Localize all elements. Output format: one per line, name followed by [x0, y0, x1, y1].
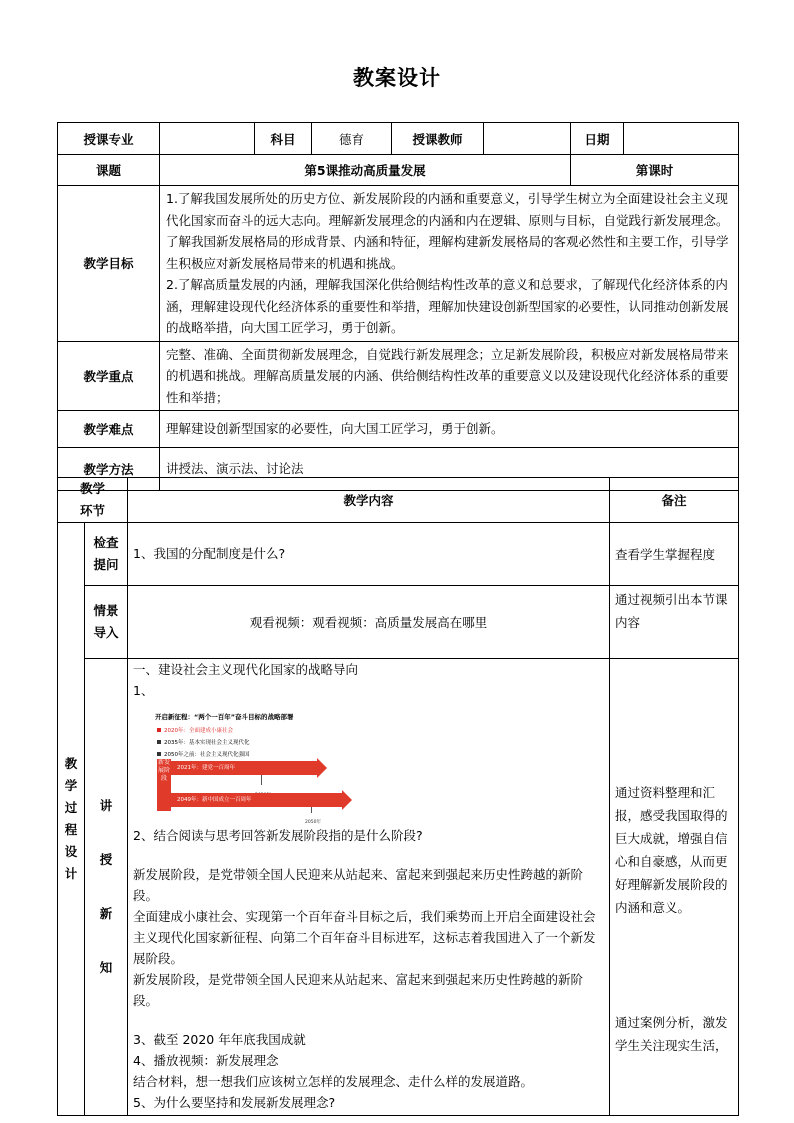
note-2: 通过案例分析，激发学生关注现实生活，	[615, 1015, 728, 1053]
diagram-line-1: 2020年：全面建成小康社会	[157, 721, 233, 742]
check-note: 查看学生掌握程度	[610, 523, 739, 586]
difficulties-label: 教学难点	[58, 411, 160, 448]
notes-header: 备注	[610, 478, 739, 523]
item-4: 4、播放视频：新发展理念	[133, 1053, 279, 1068]
diagram-line-3: 2050年之前：社会主义现代化强国	[157, 745, 250, 766]
objectives-cell	[160, 186, 739, 342]
check-content: 1、我国的分配制度是什么?	[128, 523, 610, 586]
lesson-info-table	[57, 122, 739, 491]
subject-value: 德育	[312, 123, 392, 155]
check-label: 检查 提问	[85, 523, 128, 586]
objectives-paragraph-2: 2.了解高质量发展的内涵，理解我国深化供给侧结构性改革的意义和总要求，了解现代化经济体系的内涵，理解建设现代化经济体系的重要性和举措，理解加快建设创新型国家的必要性，认同推动创新发展的战略举措，向大国工匠学习，勇于创新。	[166, 277, 729, 335]
new-knowledge-content	[128, 659, 610, 1116]
key-points-value: 完整、准确、全面贯彻新发展理念，自觉践行新发展理念；立足新发展阶段，积极应对新发展格局带来的机遇和挑战。理解高质量发展的内涵、供给侧结构性改革的重要意义以及建设现代化经济体系的重要性和举措；	[160, 341, 739, 411]
diagram-arrow-2: 2049年：新中国成立一百周年	[171, 793, 342, 807]
note-1: 通过资料整理和汇报，感受我国取得的巨大成就，增强自信心和自豪感，从而更好理解新发展阶段的内涵和意义。	[615, 785, 728, 915]
process-design-label: 教 学 过 程 设 计	[58, 523, 85, 1116]
page-title: 教案设计	[353, 66, 441, 90]
section-heading: 一、建设社会主义现代化国家的战略导向	[133, 662, 359, 677]
paragraph-3: 新发展阶段，是党带领全国人民迎来从站起来、富起来到强起来历史性跨越的新阶段。	[133, 972, 584, 1008]
diagram-arrow-1: 2021年：建党一百周年	[171, 761, 317, 775]
intro-label: 情景 导入	[85, 586, 128, 659]
major-label: 授课专业	[58, 123, 160, 155]
stage-header: 教学 环节	[58, 478, 128, 523]
diagram-tick-line	[261, 775, 262, 785]
teacher-label: 授课教师	[392, 123, 484, 155]
date-label: 日期	[571, 123, 624, 155]
intro-note: 通过视频引出本节课内容	[610, 586, 739, 659]
content-header: 教学内容	[128, 478, 610, 523]
teaching-process-table	[57, 477, 739, 1116]
paragraph-2: 全面建成小康社会、实现第一个百年奋斗目标之后，我们乘势而上开启全面建设社会主义现代化国家新征程、向第二个百年奋斗目标进军，这标志着我国进入了一个新发展阶段。	[133, 909, 596, 966]
diagram-vertical-bar: 新发展阶段	[157, 759, 171, 811]
item-1: 1、	[133, 683, 154, 698]
new-knowledge-notes	[610, 659, 739, 1116]
diagram-title: 开启新征程：“两个一百年”奋斗目标的战略部署	[155, 713, 294, 721]
diagram-tick-2: 2050年	[305, 820, 321, 825]
bullet-square-icon	[157, 752, 161, 756]
item-4-detail: 结合材料，想一想我们应该树立怎样的发展理念、走什么样的发展道路。	[133, 1074, 534, 1089]
intro-content: 观看视频：观看视频：高质量发展高在哪里	[128, 586, 610, 659]
date-value	[624, 123, 739, 155]
objectives-label: 教学目标	[58, 186, 160, 342]
strategy-timeline-diagram	[151, 703, 354, 825]
item-2: 2、结合阅读与思考回答新发展阶段指的是什么阶段?	[133, 828, 423, 843]
item-5: 5、为什么要坚持和发展新发展理念?	[133, 1095, 336, 1110]
diagram-line-2: 2035年：基本实现社会主义现代化	[157, 733, 250, 754]
key-points-label: 教学重点	[58, 341, 160, 411]
topic-value: 第5课推动高质量发展	[160, 155, 571, 186]
bullet-square-icon	[157, 740, 161, 744]
bullet-square-icon	[157, 728, 161, 732]
new-knowledge-label: 讲 授 新 知	[85, 659, 128, 1116]
topic-label: 课题	[58, 155, 160, 186]
paragraph-1: 新发展阶段，是党带领全国人民迎来从站起来、富起来到强起来历史性跨越的新阶段。	[133, 867, 584, 903]
methods-value: 讲授法、演示法、讨论法	[160, 448, 739, 491]
subject-label: 科目	[255, 123, 312, 155]
objectives-paragraph-1: 1.了解我国发展所处的历史方位、新发展阶段的内涵和重要意义，引导学生树立为全面建设社会主义现代化国家而奋斗的远大志向。理解新发展理念的内涵和内在逻辑、原则与目标，自觉践行新发展理念。了解我国新发展格局的形成背景、内涵和特征，理解构建新发展格局的客观必然性和主要工作，引导学生积极应对新发展格局带来的机遇和挑战。	[166, 191, 729, 271]
methods-label: 教学方法	[58, 448, 160, 491]
difficulties-value: 理解建设创新型国家的必要性，向大国工匠学习，勇于创新。	[160, 411, 739, 448]
item-3: 3、截至 2020 年年底我国成就	[133, 1032, 306, 1047]
major-value	[160, 123, 255, 155]
hours-label: 第课时	[571, 155, 739, 186]
teacher-value	[484, 123, 571, 155]
